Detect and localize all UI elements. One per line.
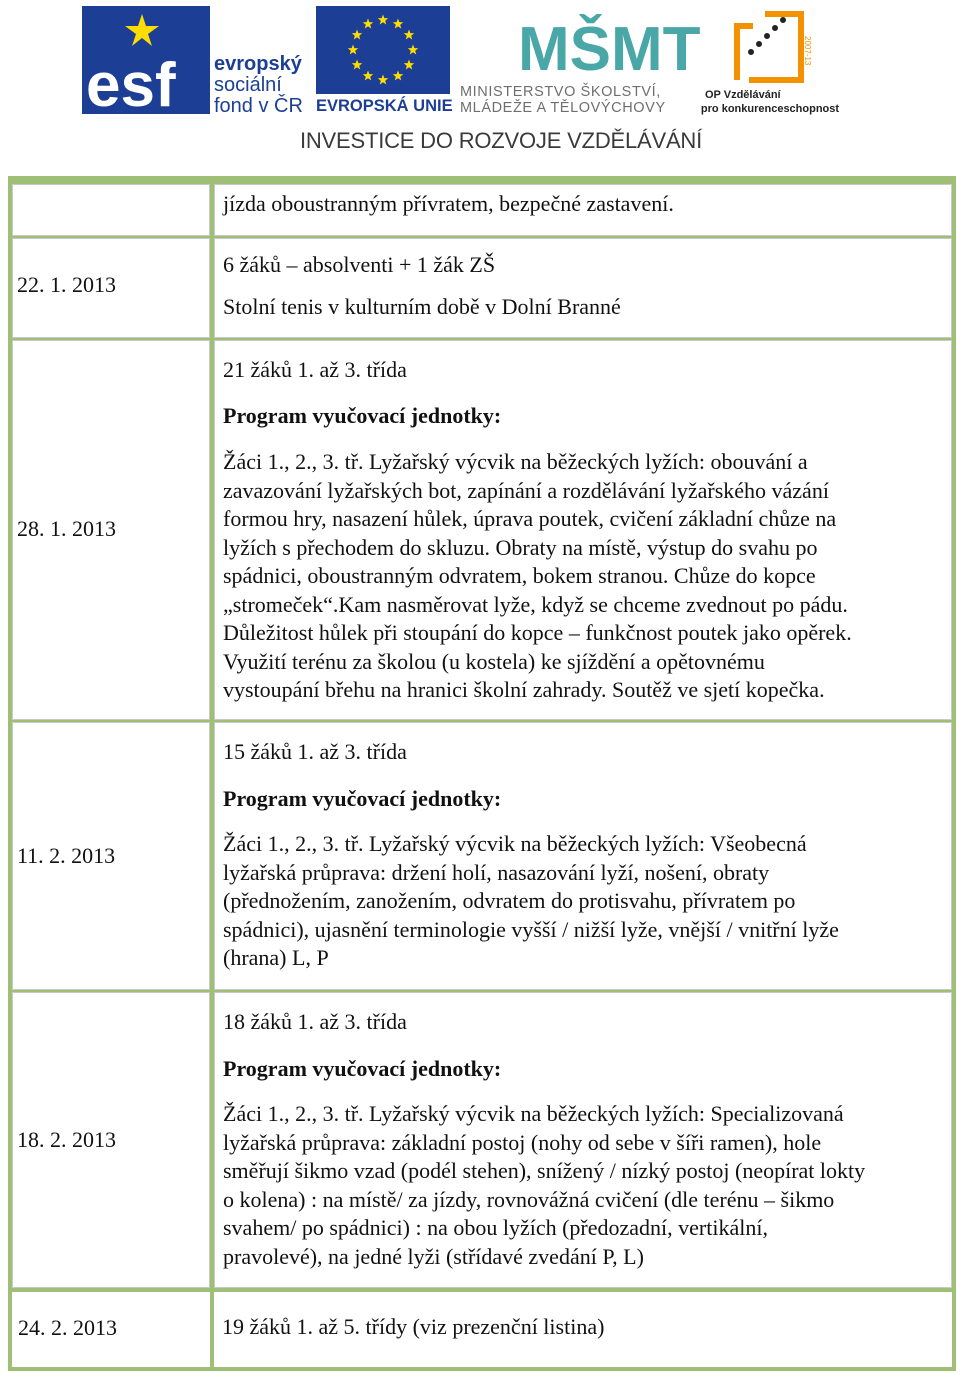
msmt-line-1: MINISTERSTVO ŠKOLSTVÍ, <box>460 84 661 100</box>
op-year: 2007-13 <box>803 36 812 66</box>
esf-mark-text: esf <box>86 51 176 120</box>
pupil-count: 15 žáků 1. až 3. třída <box>223 739 407 764</box>
esf-mark-icon <box>82 6 212 120</box>
row-date: 18. 2. 2013 <box>17 1127 116 1152</box>
esf-line-2: sociální <box>214 74 282 96</box>
row-date: 22. 1. 2013 <box>17 272 116 297</box>
msmt-line-2: MLÁDEŽE A TĚLOVÝCHOVY <box>460 100 666 116</box>
row-date: 28. 1. 2013 <box>17 516 116 541</box>
body-line: Žáci 1., 2., 3. tř. Lyžařský výcvik na běžeckých lyžích: Specializovaná <box>223 1101 844 1126</box>
op-logo <box>695 4 845 116</box>
program-heading: Program vyučovací jednotky: <box>223 1056 502 1081</box>
body-line: Žáci 1., 2., 3. tř. Lyžařský výcvik na běžeckých lyžích: Všeobecná <box>223 831 807 856</box>
op-line-1: OP Vzdělávání <box>705 89 781 101</box>
body-line: pravolevé), na jedné lyži (střídavé zvedání P, L) <box>223 1243 644 1269</box>
program-heading: Program vyučovací jednotky: <box>223 403 502 428</box>
content-cell <box>214 184 952 236</box>
row-text: 19 žáků 1. až 5. třídy (viz prezenční listina) <box>222 1314 605 1339</box>
body-line: lyžařská průprava: základní postoj (nohy od sebe v šíři ramen), hole <box>223 1129 822 1155</box>
content-cell <box>214 238 952 338</box>
date-cell <box>12 722 210 990</box>
content-cell <box>214 992 952 1288</box>
pupil-count: 21 žáků 1. až 3. třída <box>223 357 407 382</box>
logo-header <box>0 0 960 175</box>
pupil-count: 18 žáků 1. až 3. třída <box>223 1009 407 1034</box>
eu-label: EVROPSKÁ UNIE <box>316 97 453 115</box>
body-line: vystoupání břehu na hranici školní zahrady. Soutěž ve sjetí kopečka. <box>223 677 825 702</box>
eu-logo <box>316 6 453 116</box>
body-line: lyžařská průprava: držení holí, nasazování lyží, nošení, obraty <box>223 859 770 885</box>
eu-flag-icon <box>316 6 450 94</box>
date-cell <box>12 992 210 1288</box>
body-line: zavazování lyžařských bot, zapínání a rozdělávání lyžařského vázání <box>223 477 829 503</box>
date-cell <box>12 184 210 236</box>
content-cell <box>214 722 952 990</box>
esf-line-3: fond v ČR <box>214 95 303 117</box>
body-line: (hrana) L, P <box>223 945 329 970</box>
content-cell <box>214 1292 952 1367</box>
esf-logo <box>82 6 312 118</box>
op-line-2: pro konkurenceschopnost <box>700 103 840 115</box>
op-mark-icon <box>729 4 812 86</box>
investice-title: INVESTICE DO ROZVOJE VZDĚLÁVÁNÍ <box>299 128 703 153</box>
body-line: o kolena) : na místě/ za jízdy, rovnovážná cvičení (dle terénu – šikmo <box>223 1186 835 1212</box>
row-text: 6 žáků – absolventi + 1 žák ZŠ <box>223 252 496 277</box>
program-heading: Program vyučovací jednotky: <box>223 786 502 811</box>
row-text: jízda oboustranným přívratem, bezpečné zastavení. <box>223 191 674 216</box>
body-line: svahem/ po spádnici) : na obou lyžích (předozadní, vertikální, <box>223 1215 768 1240</box>
body-line: Důležitost hůlek při stoupání do kopce – funkčnost poutek jako opěrek. <box>223 620 852 645</box>
body-line: spádnici), ujasnění terminologie vyšší / nižší lyže, vnější / vnitřní lyže <box>223 916 839 942</box>
esf-text <box>214 54 303 117</box>
body-line: Žáci 1., 2., 3. tř. Lyžařský výcvik na běžeckých lyžích: obouvání a <box>223 449 808 474</box>
body-line: směřují šikmo vzad (podél stehen), snížený / nízký postoj (neopírat lokty <box>223 1158 866 1183</box>
body-line: spádnici, oboustranným odvratem, bokem stranou. Chůze do kopce <box>223 563 816 588</box>
msmt-logo <box>460 4 701 116</box>
date-cell <box>12 238 210 338</box>
lesson-table <box>8 180 956 1371</box>
esf-line-1: evropský <box>214 53 302 75</box>
row-date: 24. 2. 2013 <box>18 1315 117 1340</box>
row-date: 11. 2. 2013 <box>17 843 116 868</box>
body-line: „stromeček“.Kam nasměrovat lyže, když se chceme zvednout po pádu. <box>223 591 848 617</box>
msmt-mark-text: MŠMT <box>518 15 701 84</box>
content-cell <box>214 340 952 720</box>
date-cell <box>12 1292 210 1367</box>
msmt-mark-icon <box>516 4 701 84</box>
row-text: Stolní tenis v kulturním době v Dolní Branné <box>223 294 621 319</box>
body-line: Využití terénu za školou (u kostela) ke sjíždění a opětovnému <box>223 648 765 674</box>
date-cell <box>12 340 210 720</box>
body-line: (přednožením, zanožením, odvratem do protisvahu, přívratem po <box>223 888 796 913</box>
body-line: lyžích s přechodem do skluzu. Obraty na místě, výstup do svahu po <box>223 534 818 560</box>
body-line: formou hry, nasazení hůlek, úprava poutek, cvičení základní chůze na <box>223 506 837 531</box>
